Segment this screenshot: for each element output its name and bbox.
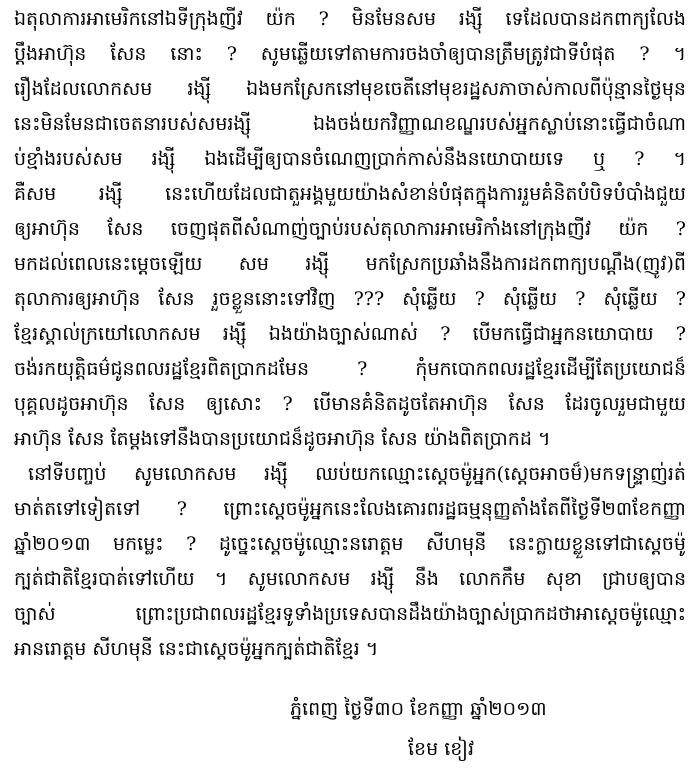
letter-line-2: ប្តឹងអាហ៊ុន សែន នោះ ? សូមឆ្លើយទៅតាមការចងចាំឲ្យបានត្រឹមត្រូវជាទីបំផុត ? ។ — [14, 43, 686, 65]
letter-line-9: តុលាការឲ្យអាហ៊ុន សែន រួចខ្លួននោះទៅវិញ ??? សុំឆ្លើយ ? សុំឆ្លើយ ? សុំឆ្លើយ ? — [14, 288, 686, 310]
letter-line-6: គឺសម រង្ស៊ី នេះហើយដែលជាតួអង្គមួយយ៉ាងសំខាន់បំផុតក្នុងការរួមគំនិតបំបិទបំបាំងជួយ — [14, 183, 686, 205]
letter-author: ខែម ខៀវ — [408, 738, 474, 760]
letter-line-4: នេះមិនមែនជាចេតនារបស់សមរង្ស៊ី ឯងចង់យកវិញ្ញាណខណ្ឌរបស់អ្នកស្លាប់នោះធ្វើជាចំណា — [14, 113, 686, 135]
letter-line-13: អាហ៊ុន សែន តែម្តងទៅនឹងបានប្រយោជន៏ដូចអាហ៊ុន សែន យ៉ាងពិតប្រាកដ ។ — [14, 428, 551, 450]
letter-line-5: ប់ខ្មាំងរបស់សម រង្ស៊ី ឯងដើម្បីឲ្យបានចំណេញប្រាក់កាស់នឹងនយោបាយទេ ឬ ? ។ — [14, 148, 686, 170]
letter-line-3: រឿងដែលលោកសម រង្ស៊ី ឯងមកស្រែកនៅមុខចេតីនៅមុខរដ្ឋសភាចាស់កាលពីប៉ុន្មានថ្ងៃមុន — [14, 78, 686, 100]
letter-date: ភ្នំពេញ ថ្ងៃទី៣០ ខែកញ្ញា ឆ្នាំ២០១៣ — [290, 698, 547, 720]
letter-line-17: ក្បត់ជាតិខ្មែរបាត់ទៅហើយ ។ សូមលោកសម រង្ស៊ី នឹង លោកកឹម សុខា ជ្រាបឲ្យបាន — [14, 568, 686, 590]
letter-line-11: ចង់រកយុត្តិធម៌ជូនពលរដ្ឋខ្មែរពិតប្រាកដមែន ? កុំមកបោកពលរដ្ឋខ្មែរដើម្បីតែប្រយោជន៏ — [14, 358, 686, 380]
letter-line-18: ច្បាស់ ព្រោះប្រជាពលរដ្ឋខ្មែរទូទាំងប្រទេសបានដឹងយ៉ាងច្បាស់ប្រាកដថាអាស្តេចម៉ូឈ្មោះ — [14, 603, 686, 625]
letter-line-12: បុគ្គលដូចអាហ៊ុន សែន ឲ្យសោះ ? បើមានគំនិតដូចតែអាហ៊ុន សែន ដែរចូលរួមជាមួយ — [14, 393, 686, 415]
letter-line-7: ឲ្យអាហ៊ុន សែន ចេញផុតពីសំណាញ់ច្បាប់របស់តុលាការអាមេរិកាំងនៅក្រុងញីវ យ៉ក ? — [14, 218, 686, 240]
letter-line-19: អានរោត្តម សីហមុនី នេះជាស្តេចម៉ូអ្នកក្បត់ជាតិខ្មែរ ។ — [14, 638, 379, 660]
letter-line-10: ខ្មែរស្គាល់ក្រយៅលោកសម រង្ស៊ី ឯងយ៉ាងច្បាស់ណាស់ ? បើមកធ្វើជាអ្នកនយោបាយ ? — [14, 323, 686, 345]
letter-line-16: ឆ្នាំ២០១៣ មកម្លេះ ? ដូច្នេះស្តេចម៉ូឈ្មោះនរោត្តម សីហមុនី នេះក្លាយខ្លួនទៅជាស្តេចម៉ូ — [14, 533, 686, 555]
letter-line-1: ឯតុលាការអាមេរិកនៅឯទីក្រុងញីវ យ៉ក ? មិនមែនសម រង្ស៊ី ទេដែលបានដកពាក្យលែង — [14, 8, 686, 30]
letter-line-15: មាត់តទៅទៀតទៅ ? ព្រោះស្តេចម៉ូអ្នកនេះលែងគោរពរដ្ឋធម្មនុញ្ញតាំងតែពីថ្ងៃទី២៣ខែកញ្ញា — [14, 498, 686, 520]
letter-line-14: នៅទីបញ្ចប់ សូមលោកសម រង្ស៊ី ឈប់យកឈ្មោះស្តេចម៉ូអ្នក(ស្តេចអាចម៏)មកទន្ទ្រាញ់រត់ — [28, 463, 686, 485]
letter-line-8: មកដល់ពេលនេះម្តេចឡើយ សម រង្ស៊ី មកស្រែកប្រឆាំងនឹងការដកពាក្យបណ្តឹង(ញូវ)ពី — [14, 253, 686, 275]
